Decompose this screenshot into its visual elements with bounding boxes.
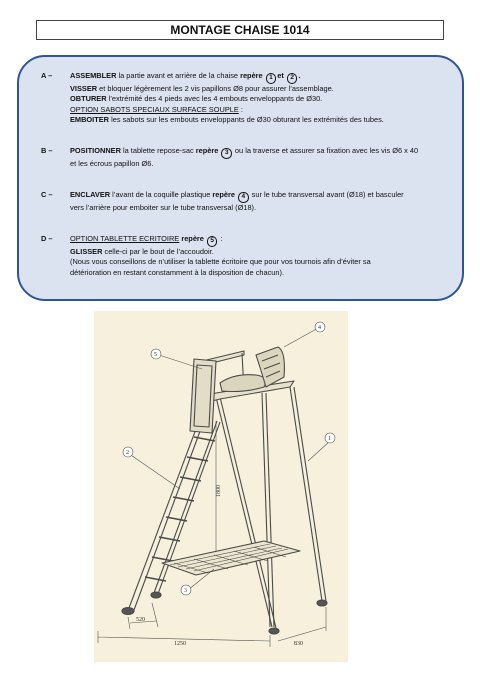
page-title: MONTAGE CHAISE 1014 bbox=[36, 20, 444, 40]
foot-ladder bbox=[151, 592, 161, 598]
front-left-leg bbox=[129, 413, 202, 608]
step-c-line-1: ENCLAVER l’avant de la coquille plastique repère 4 sur le tube transversal avant (Ø18) et basculer bbox=[70, 190, 450, 203]
foot-dim-line bbox=[128, 603, 158, 629]
step-a-line-1: ASSEMBLER la partie avant et arrière de la chaise repère 1 et 2 . bbox=[70, 71, 450, 84]
instructions-panel bbox=[17, 55, 464, 301]
foot-back-right bbox=[317, 600, 327, 606]
step-letter: C – bbox=[41, 190, 53, 199]
step-a-line-4: OPTION SABOTS SPECIAUX SURFACE SOUPLE : bbox=[70, 104, 243, 114]
svg-text:4: 4 bbox=[318, 325, 321, 331]
ref-number-4: 4 bbox=[238, 192, 249, 203]
ref-number-1: 1 bbox=[266, 73, 277, 84]
ref-number-2: 2 bbox=[287, 73, 298, 84]
svg-text:1: 1 bbox=[328, 436, 331, 442]
dim-depth: 830 bbox=[294, 641, 303, 647]
foot-back-left bbox=[269, 628, 279, 634]
dim-height: 1800 bbox=[216, 485, 222, 497]
step-letter: A – bbox=[41, 71, 53, 80]
ref-number-3: 3 bbox=[221, 148, 232, 159]
svg-text:3: 3 bbox=[184, 588, 187, 594]
svg-text:2: 2 bbox=[126, 450, 129, 456]
bag-shelf bbox=[162, 541, 300, 575]
chair-svg bbox=[94, 311, 348, 662]
foot-front-left bbox=[122, 608, 134, 615]
dim-width: 1250 bbox=[174, 641, 186, 647]
back-right-leg bbox=[290, 387, 322, 601]
step-a-line-5: EMBOITER les sabots sur les embouts enveloppants de Ø30 obturant les extrémités des tubes. bbox=[70, 115, 384, 124]
dim-foot: 520 bbox=[136, 617, 145, 623]
step-a-line-2: VISSER et bloquer légèrement les 2 vis papillons Ø8 pour assurer l’assemblage. bbox=[70, 83, 334, 93]
step-b-line-1: POSITIONNER la tablette repose-sac repère 3 ou la traverse et assurer sa fixation avec les vis Ø6 x 40 bbox=[70, 146, 450, 159]
step-d-line-3: (Nous vous conseillons de n’utiliser la tablette écritoire que pour vos tournois afin d’éviter sa bbox=[70, 257, 371, 266]
step-letter: B – bbox=[41, 146, 53, 155]
step-a-line-3: OBTURER l’extrémité des 4 pieds avec les 4 embouts enveloppants de Ø30. bbox=[70, 94, 323, 103]
step-d-line-2: GLISSER celle-ci par le bout de l’accoudoir. bbox=[70, 246, 214, 256]
ref-number-5: 5 bbox=[207, 236, 218, 247]
step-letter: D – bbox=[41, 234, 53, 243]
step-d-line-1: OPTION TABLETTE ECRITOIRE repère 5 : bbox=[70, 234, 450, 247]
svg-text:5: 5 bbox=[154, 352, 157, 358]
step-b-line-2: et les écrous papillon Ø6. bbox=[70, 158, 154, 168]
step-d-line-4: détérioration en restant constamment à la disposition de chacun). bbox=[70, 267, 285, 277]
depth-dim-line bbox=[278, 607, 326, 641]
step-c-line-2: vers l’arrière pour emboiter sur le tube transversal (Ø18). bbox=[70, 202, 257, 212]
chair-drawing bbox=[94, 311, 348, 662]
